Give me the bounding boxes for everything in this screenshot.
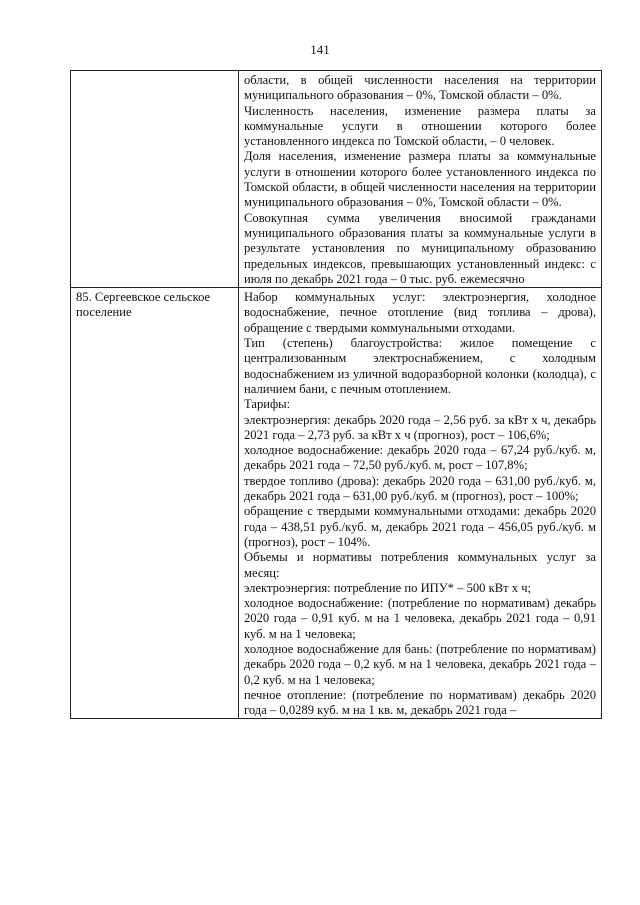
paragraph: электроэнергия: потребление по ИПУ* – 500 кВт х ч; bbox=[244, 580, 532, 595]
paragraph: твердое топливо (дрова): декабрь 2020 года – 631,00 руб./куб. м, декабрь 2021 года – 631,00 руб./куб. м (прогноз), рост – 100%; bbox=[244, 473, 596, 504]
table-cell-description bbox=[239, 288, 602, 719]
paragraph: Объемы и нормативы потребления коммунальных услуг за месяц: bbox=[244, 550, 596, 580]
table-cell-description bbox=[239, 71, 602, 288]
page-number: 141 bbox=[310, 42, 330, 57]
paragraph: холодное водоснабжение: (потребление по нормативам) декабрь 2020 года – 0,91 куб. м на 1 человека, декабрь 2021 года – 0,91 куб. м на 1 человека; bbox=[244, 596, 596, 641]
paragraph: Доля населения, изменение размера платы за коммунальные услуги в отношении которого более установленного индекса по Томской области, в общей численности населения на территории муниципального образования – 0%, Томской области – 0%. bbox=[244, 149, 596, 210]
table-row bbox=[71, 288, 602, 719]
paragraph: Совокупная сумма увеличения вносимой гражданами муниципального образования платы за коммунальные услуги в результате установления по муниципальному образованию предельных индексов, превышающих установленный индекс: с июля по декабрь 2021 года – 0 тыс. руб. ежемесячно bbox=[244, 210, 596, 286]
paragraph: Тип (степень) благоустройства: жилое помещение с централизованным электроснабжением, с холодным водоснабжением из уличной водоразборной колонки (колодца), с наличием бани, с печным отоплением. bbox=[244, 336, 596, 396]
paragraph: Численность населения, изменение размера платы за коммунальные услуги в отношении которого более установленного индекса по Томской области, – 0 человек. bbox=[244, 103, 596, 149]
table-cell-municipality: 85. Сергеевское сельское поселение bbox=[71, 288, 239, 719]
paragraph: Тарифы: bbox=[244, 397, 291, 412]
paragraph: печное отопление: (потребление по нормативам) декабрь 2020 года – 0,0289 куб. м на 1 кв. м, декабрь 2021 года – bbox=[244, 687, 596, 718]
table-row bbox=[71, 71, 602, 288]
paragraph: электроэнергия: декабрь 2020 года – 2,56 руб. за кВт х ч, декабрь 2021 года – 2,73 руб. за кВт х ч (прогноз), рост – 106,6%; bbox=[244, 412, 596, 442]
paragraph: области, в общей численности населения на территории муниципального образования – 0%, Томской области – 0%. bbox=[244, 73, 596, 103]
paragraph: обращение с твердыми коммунальными отходами: декабрь 2020 года – 438,51 руб./куб. м, декабрь 2021 года – 456,05 руб./куб. м (прогноз), рост – 104%. bbox=[244, 504, 596, 549]
table-cell-municipality bbox=[71, 71, 239, 288]
paragraph: Набор коммунальных услуг: электроэнергия, холодное водоснабжение, печное отопление (вид топлива – дрова), обращение с твердыми коммунальными отходами. bbox=[244, 290, 596, 335]
paragraph: холодное водоснабжение для бань: (потребление по нормативам) декабрь 2020 года – 0,2 куб. м на 1 человека, декабрь 2021 года – 0,2 куб. м на 1 человека; bbox=[244, 641, 596, 687]
document-table bbox=[70, 70, 602, 719]
paragraph: холодное водоснабжение: декабрь 2020 года – 67,24 руб./куб. м, декабрь 2021 года – 72,50 руб./куб. м, рост – 107,8%; bbox=[244, 443, 596, 473]
